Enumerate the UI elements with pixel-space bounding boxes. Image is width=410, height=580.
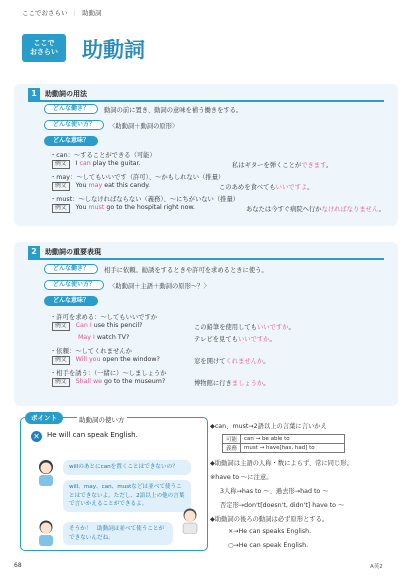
permission-translation-1	[194, 322, 295, 331]
example-tag: 例文	[52, 182, 70, 191]
rephrase-table	[222, 434, 345, 453]
section-title: 助動詞の重要表現	[45, 248, 101, 256]
translation-text: 。	[288, 324, 295, 331]
example-text: go to the hospital right now.	[104, 204, 196, 211]
must-label: ・must：～しなければならない（義務）、～にちがいない（推量）	[50, 196, 240, 203]
request-label: ・依頼：～してくれませんか	[50, 348, 132, 355]
page-number: 68	[14, 562, 22, 569]
example-text: open the window?	[100, 356, 160, 363]
wrong-mark-icon: ✕	[31, 431, 42, 442]
question-usage: どんな使い方？	[44, 120, 104, 130]
wrong-example: ×→He can speaks English.	[228, 528, 312, 535]
have-to-note: ※have to ～に注意。	[210, 474, 273, 481]
translation-text: 窓を開けて	[194, 358, 226, 365]
invitation-translation	[194, 378, 270, 387]
permission-example-2	[78, 334, 129, 341]
may-example	[52, 182, 150, 191]
point-title: 助動詞の使い方	[79, 416, 125, 424]
permission-translation-2	[194, 334, 276, 343]
translation-text: この鉛筆を使用しても	[194, 324, 257, 331]
table-row	[223, 444, 345, 453]
example-text: watch TV?	[94, 334, 130, 341]
example-highlight: can	[79, 160, 91, 167]
same-form-note: ◆助動詞は主語の人称・数によらず、常に同じ形。	[210, 460, 353, 467]
table-cell: 義務	[223, 444, 241, 453]
question-meaning: どんな意味？	[44, 136, 98, 146]
have-to-detail-2: 否定形→don't[doesn't, didn't] have to ～	[220, 502, 345, 509]
translation-highlight: なければなりません	[321, 206, 379, 213]
student-girl-icon	[35, 458, 57, 486]
translation-highlight: いいですよ	[275, 184, 308, 191]
example-tag: 例文	[52, 378, 70, 387]
can-label: ・can：～することができる（可能）	[50, 152, 156, 159]
table-row	[223, 435, 345, 444]
section-title: 助動詞の用法	[45, 90, 87, 98]
translation-text: このあめを食べても	[219, 184, 276, 191]
question-usage: どんな使い方？	[44, 280, 104, 290]
student-boy-icon	[35, 518, 57, 546]
translation-text: 。	[378, 206, 385, 213]
breadcrumb-right: 助動詞	[82, 9, 102, 17]
translation-text: 博物館に行き	[194, 380, 232, 387]
table-cell: must → have[has, had] to	[241, 444, 345, 453]
table-cell: can → be able to	[241, 435, 345, 444]
question-meaning: どんな意味？	[44, 296, 98, 306]
example-highlight: must	[88, 204, 105, 211]
point-badge: ポイント	[25, 412, 63, 424]
answer-usage: 〈助動詞＋動詞の原形〉	[109, 123, 179, 130]
translation-text: 。	[269, 336, 276, 343]
example-text: eat this candy.	[102, 182, 151, 189]
speech-bubble-question: willのあとにcanを置くことはできないの？	[63, 460, 191, 475]
request-translation	[194, 356, 270, 365]
can-translation	[232, 160, 332, 169]
example-text: go to the museum?	[101, 378, 166, 385]
question-function: どんな働き？	[44, 264, 98, 274]
section-number: 2	[28, 246, 40, 258]
section-number: 1	[28, 88, 40, 100]
example-text: use this pencil?	[91, 322, 143, 329]
translation-text: 。	[325, 162, 333, 169]
permission-example-1	[52, 322, 143, 331]
translation-text: 。	[307, 184, 314, 191]
invitation-label: ・相手を誘う：（一緒に）～しましょうか	[50, 370, 167, 377]
example-highlight: may	[88, 182, 103, 189]
base-form-note: ◆助動詞の後ろの動詞は必ず原形とする。	[210, 516, 329, 523]
example-text: You	[75, 182, 89, 189]
must-example	[52, 204, 195, 213]
teacher-icon	[179, 506, 201, 534]
example-tag: 例文	[52, 204, 70, 213]
example-text: I	[75, 160, 80, 167]
section-important-expressions	[14, 242, 398, 406]
translation-text: テレビを見ても	[194, 336, 238, 343]
example-highlight: Shall we	[75, 378, 102, 385]
footer-code: A英2	[370, 564, 383, 570]
point-box	[20, 414, 208, 551]
invitation-example	[52, 378, 165, 387]
example-tag: 例文	[52, 160, 70, 169]
example-highlight: Can I	[75, 322, 92, 329]
section-header	[28, 246, 384, 260]
section-usage	[14, 84, 398, 226]
example-tag: 例文	[52, 356, 70, 365]
question-function: どんな働き？	[44, 104, 98, 114]
incorrect-example: He will can speak English.	[47, 431, 138, 439]
translation-highlight: ましょうか	[231, 380, 264, 387]
example-highlight: Will you	[75, 356, 101, 363]
may-label: ・may：～してもいいです（許可）、～かもしれない（推量）	[50, 174, 225, 181]
review-badge-line2: おさらい	[30, 48, 58, 56]
example-tag: 例文	[52, 322, 70, 331]
answer-function: 相手に依頼。勧誘をするときや許可を求めるときに使う。	[104, 267, 268, 274]
example-highlight: May I	[78, 334, 95, 341]
have-to-detail-1: 3人称→has to ～、過去形→had to ～	[220, 488, 329, 495]
translation-highlight: いいですか	[256, 324, 289, 331]
review-badge	[22, 34, 66, 62]
translation-text: 。	[263, 380, 270, 387]
translation-text: あなたは今すぐ病院へ行か	[246, 206, 322, 213]
example-text: play the guitar.	[90, 160, 141, 167]
may-translation	[219, 182, 313, 191]
table-cell: 可能	[223, 435, 241, 444]
translation-highlight: いいですか	[237, 336, 270, 343]
review-badge-line1: ここで	[33, 39, 55, 47]
speech-bubble-response: そうか！ 助動詞は並べて使うことができないんだね。	[63, 522, 173, 545]
breadcrumb-left: ここでおさらい	[22, 9, 68, 17]
section-header	[28, 88, 384, 102]
permission-label: ・許可を求める：～してもいいですか	[50, 314, 158, 321]
request-example	[52, 356, 160, 365]
translation-text: 。	[263, 358, 270, 365]
answer-function: 動詞の前に置き、動詞の意味を補う働きをする。	[104, 107, 243, 114]
rephrase-heading: ◆can、must→2語以上の言葉に言いかえ	[210, 423, 327, 430]
breadcrumb: ここでおさらい ｜ 助動詞	[22, 9, 102, 17]
page-title: 助動詞	[82, 38, 145, 62]
example-text: You	[75, 204, 89, 211]
can-example	[52, 160, 141, 169]
must-translation	[246, 204, 385, 213]
answer-usage: 〈助動詞＋主語＋動詞の原形～？〉	[109, 283, 210, 290]
correct-example: ○→He can speak English.	[228, 542, 309, 549]
translation-highlight: くれませんか	[225, 358, 264, 365]
translation-highlight: できます	[301, 162, 326, 169]
translation-text: 私はギターを弾くことが	[232, 162, 302, 169]
speech-bubble-explanation: will、may、can、mustなどは並べて使うことはできないよ。ただし、2語以上の他の言葉で言いかえることができるよ。	[63, 480, 191, 512]
